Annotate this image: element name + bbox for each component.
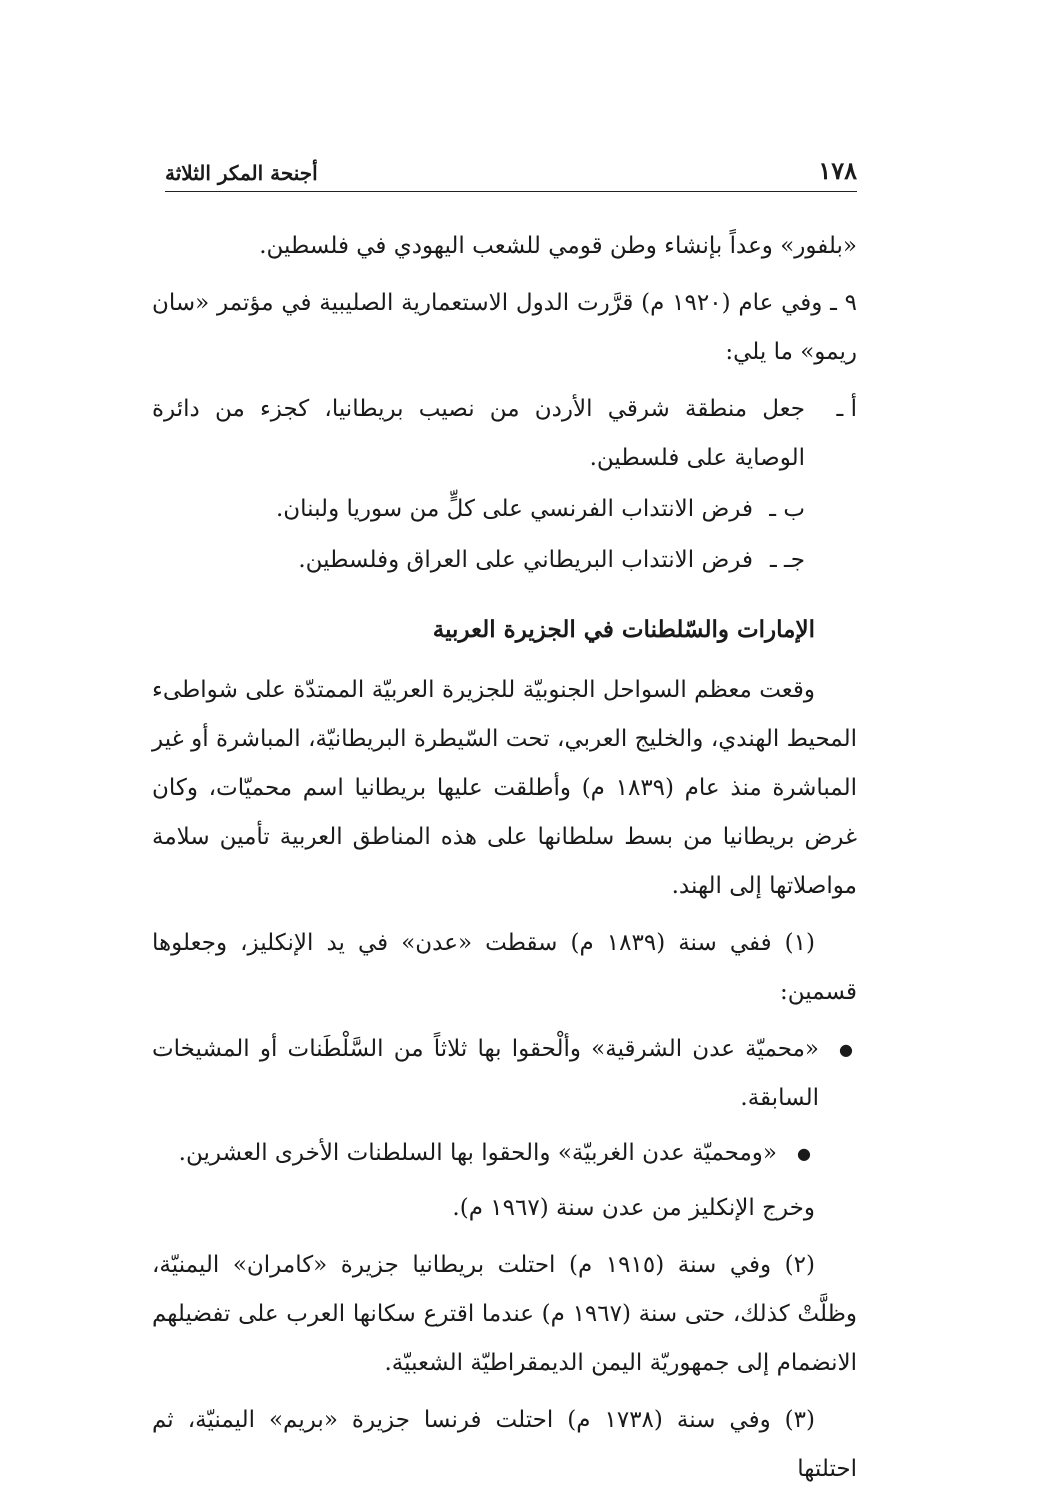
page-number: ١٧٨ <box>818 156 857 185</box>
paragraph-9: ٩ ـ وفي عام (١٩٢٠ م) قرَّرت الدول الاستعمارية الصليبية في مؤتمر «سان ريمو» ما يلي: <box>152 290 857 365</box>
bullet-text: «ومحميّة عدن الغربيّة» والحقوا بها السلطنات الأخرى العشرين. <box>178 1140 777 1166</box>
page-body <box>152 222 857 1502</box>
bullet-dot-icon: ● <box>797 1144 811 1163</box>
bullet-dot-icon: ● <box>839 1040 853 1059</box>
bullet-item <box>152 1129 857 1178</box>
bullet-item <box>152 1025 857 1123</box>
section-heading: الإمارات والسّلطنات في الجزيرة العربية <box>432 616 815 643</box>
running-head <box>165 150 857 192</box>
list-item-letter: جـ ـ <box>769 547 805 573</box>
paragraph-continuation: «بلفور» وعداً بإنشاء وطن قومي للشعب اليهودي في فلسطين. <box>259 233 857 259</box>
paragraph-1: (١) ففي سنة (١٨٣٩ م) سقطت «عدن» في يد الإنكليز، وجعلوها قسمين: <box>152 930 857 1005</box>
list-item-letter: أ ـ <box>836 396 857 422</box>
list-item-text: جعل منطقة شرقي الأردن من نصيب بريطانيا، كجزء من دائرة الوصاية على فلسطين. <box>152 396 805 471</box>
paragraph-2: (٢) وفي سنة (١٩١٥ م) احتلت بريطانيا جزيرة «كامران» اليمنيّة، وظلَّتْ كذلك، حتى سنة (١٩٦٧ م) عندما اقترع سكانها العرب على تفضيلهم الانضمام إلى جمهوريّة اليمن الديمقراطيّة الشعبيّة. <box>152 1252 857 1376</box>
paragraph-exit: وخرج الإنكليز من عدن سنة (١٩٦٧ م). <box>452 1195 815 1221</box>
list-item <box>152 536 857 585</box>
paragraph-intro: وقعت معظم السواحل الجنوبيّة للجزيرة العربيّة الممتدّة على شواطىء المحيط الهندي، والخليج العربي، تحت السّيطرة البريطانيّة، المباشرة أو غير المباشرة منذ عام (١٨٣٩ م) وأطلقت عليها بريطانيا اسم محميّات، وكان غرض بريطانيا من بسط سلطانها على هذه المناطق العربية تأمين سلامة مواصلاتها إلى الهند. <box>152 677 857 899</box>
list-item-text: فرض الانتداب الفرنسي على كلٍّ من سوريا ولبنان. <box>275 496 753 522</box>
list-item-text: فرض الانتداب البريطاني على العراق وفلسطين. <box>298 547 753 573</box>
list-item <box>152 385 857 483</box>
list-item-letter: ب ـ <box>769 496 805 522</box>
bullet-text: «محميّة عدن الشرقية» وألْحقوا بها ثلاثاً من السَّلْطَنات أو المشيخات السابقة. <box>152 1036 819 1111</box>
book-title: أجنحة المكر الثلاثة <box>165 161 318 185</box>
list-item <box>152 485 857 534</box>
paragraph-3: (٣) وفي سنة (١٧٣٨ م) احتلت فرنسا جزيرة «بريم» اليمنيّة، ثم احتلتها <box>152 1407 857 1482</box>
